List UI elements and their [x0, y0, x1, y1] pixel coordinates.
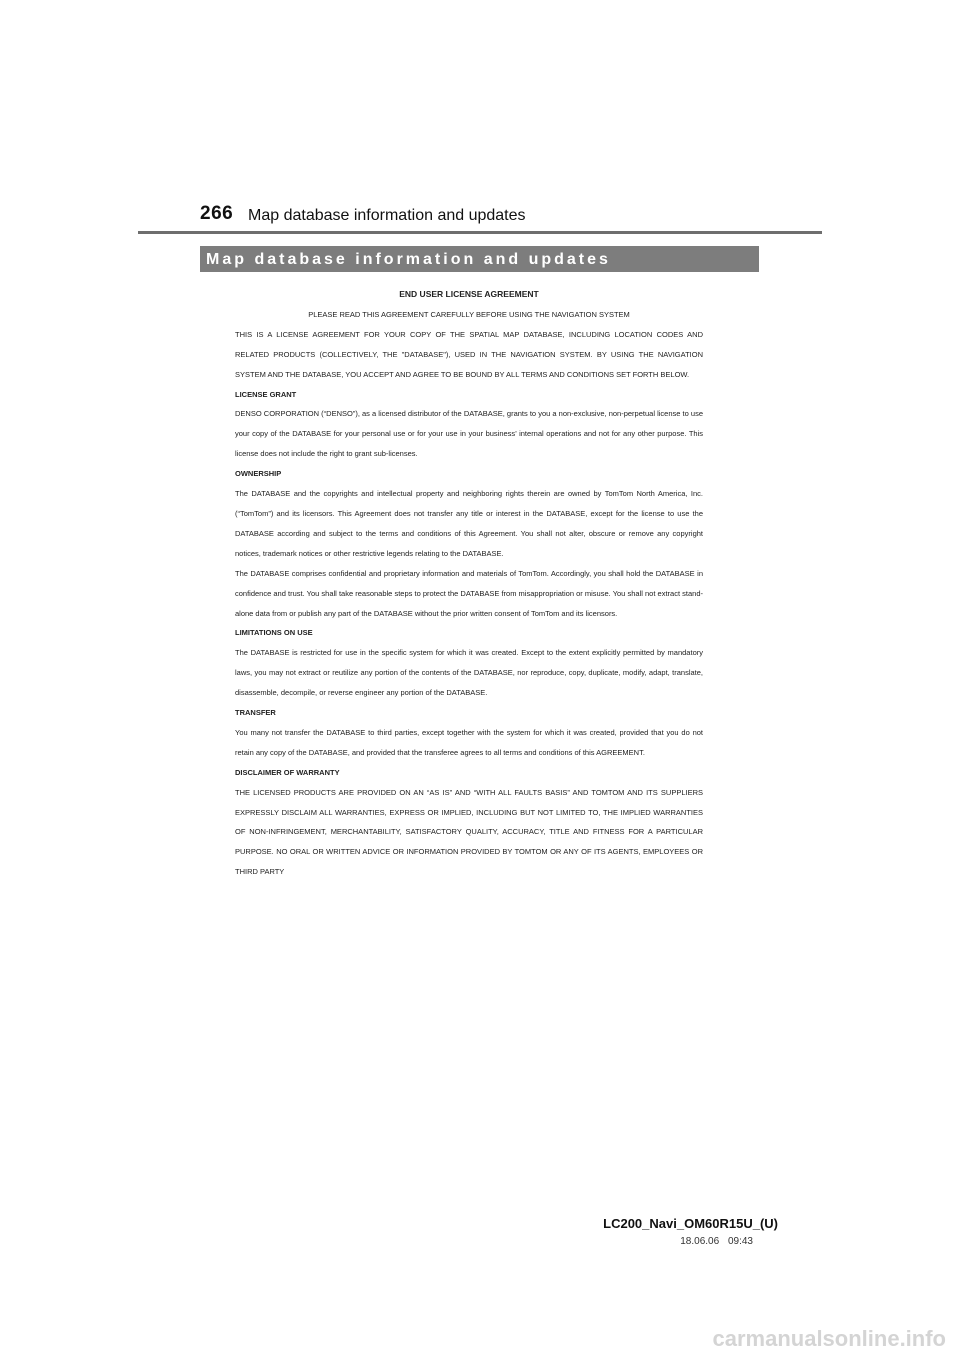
page-number: 266 — [200, 203, 234, 224]
section-banner: Map database information and updates — [200, 246, 759, 272]
watermark: carmanualsonline.info — [712, 1326, 946, 1351]
footer-document-id: LC200_Navi_OM60R15U_(U) — [603, 1216, 778, 1231]
footer-timestamp — [680, 1236, 753, 1247]
license-intro: THIS IS A LICENSE AGREEMENT FOR YOUR COPY OF THE SPATIAL MAP DATABASE, INCLUDING LOCATION CODES AND RELATED PRODUCTS (COLLECTIVELY, THE "DATABASE"), USED IN THE NAVIGATION SYSTEM. BY USING THE NAVIGATION SYSTEM AND THE DATABASE, YOU ACCEPT AND AGREE TO BE BOUND BY ALL TERMS AND CONDITIONS SET FORTH BELOW. — [235, 329, 703, 379]
footer-time: 09:43 — [727, 1236, 753, 1247]
section-paragraph: The DATABASE and the copyrights and intellectual property and neighboring rights therein are owned by TomTom North America, Inc. (“TomTom”) and its licensors. This Agreement does not transfer any title or interest in the DATABASE, except for the license to use the DATABASE according and subject to the terms and conditions of this Agreement. You shall not alter, obscure or remove any copyright notices, trademark notices or other restrictive legends relating to the DATABASE. — [235, 489, 703, 558]
section-heading-limitations-on-use: LIMITATIONS ON USE — [235, 628, 313, 638]
footer-date: 18.06.06 — [680, 1236, 720, 1247]
section-heading-ownership: OWNERSHIP — [235, 469, 282, 479]
header-rule — [138, 231, 822, 234]
section-paragraph: The DATABASE is restricted for use in the specific system for which it was created. Except to the extent explicitly permitted by mandatory laws, you may not extract or reutilize any portion of the contents of the DATABASE, nor reproduce, copy, duplicate, modify, adapt, translate, disassemble, decompile, or reverse engineer any portion of the DATABASE. — [235, 648, 703, 698]
section-heading-disclaimer-of-warranty: DISCLAIMER OF WARRANTY — [235, 767, 340, 777]
running-header-title: Map database information and updates — [248, 207, 526, 224]
license-agreement — [235, 285, 703, 882]
section-paragraph: DENSO CORPORATION (“DENSO”), as a licensed distributor of the DATABASE, grants to you a non-exclusive, non-perpetual license to use your copy of the DATABASE for your personal use or for your use in your business’ internal operations and not for any other purpose. This license does not include the right to grant sub-licenses. — [235, 409, 703, 459]
section-heading-transfer: TRANSFER — [235, 708, 276, 718]
license-title: END USER LICENSE AGREEMENT — [399, 289, 539, 299]
section-paragraph: THE LICENSED PRODUCTS ARE PROVIDED ON AN “AS IS” AND “WITH ALL FAULTS BASIS” AND TOMTOM AND ITS SUPPLIERS EXPRESSLY DISCLAIM ALL WARRANTIES, EXPRESS OR IMPLIED, INCLUDING BUT NOT LIMITED TO, THE IMPLIED WARRANTIES OF NON-INFRINGEMENT, MERCHANTABILITY, SATISFACTORY QUALITY, ACCURACY, TITLE AND FITNESS FOR A PARTICULAR PURPOSE. NO ORAL OR WRITTEN ADVICE OR INFORMATION PROVIDED BY TOMTOM OR ANY OF ITS AGENTS, EMPLOYEES OR THIRD PARTY — [235, 787, 703, 877]
section-heading-license-grant: LICENSE GRANT — [235, 389, 297, 399]
section-paragraph: You many not transfer the DATABASE to third parties, except together with the system for which it was created, provided that you do not retain any copy of the DATABASE, and provided that the transferee agrees to all terms and conditions of this AGREEMENT. — [235, 727, 703, 757]
section-paragraph: The DATABASE comprises confidential and proprietary information and materials of TomTom. Accordingly, you shall hold the DATABASE in confidence and trust. You shall take reasonable steps to protect the DATABASE from misappropriation or misuse. You shall not extract stand-alone data from or publish any part of the DATABASE without the prior written consent of TomTom and its licensors. — [235, 568, 703, 618]
license-subtitle: PLEASE READ THIS AGREEMENT CAREFULLY BEFORE USING THE NAVIGATION SYSTEM — [308, 309, 630, 319]
